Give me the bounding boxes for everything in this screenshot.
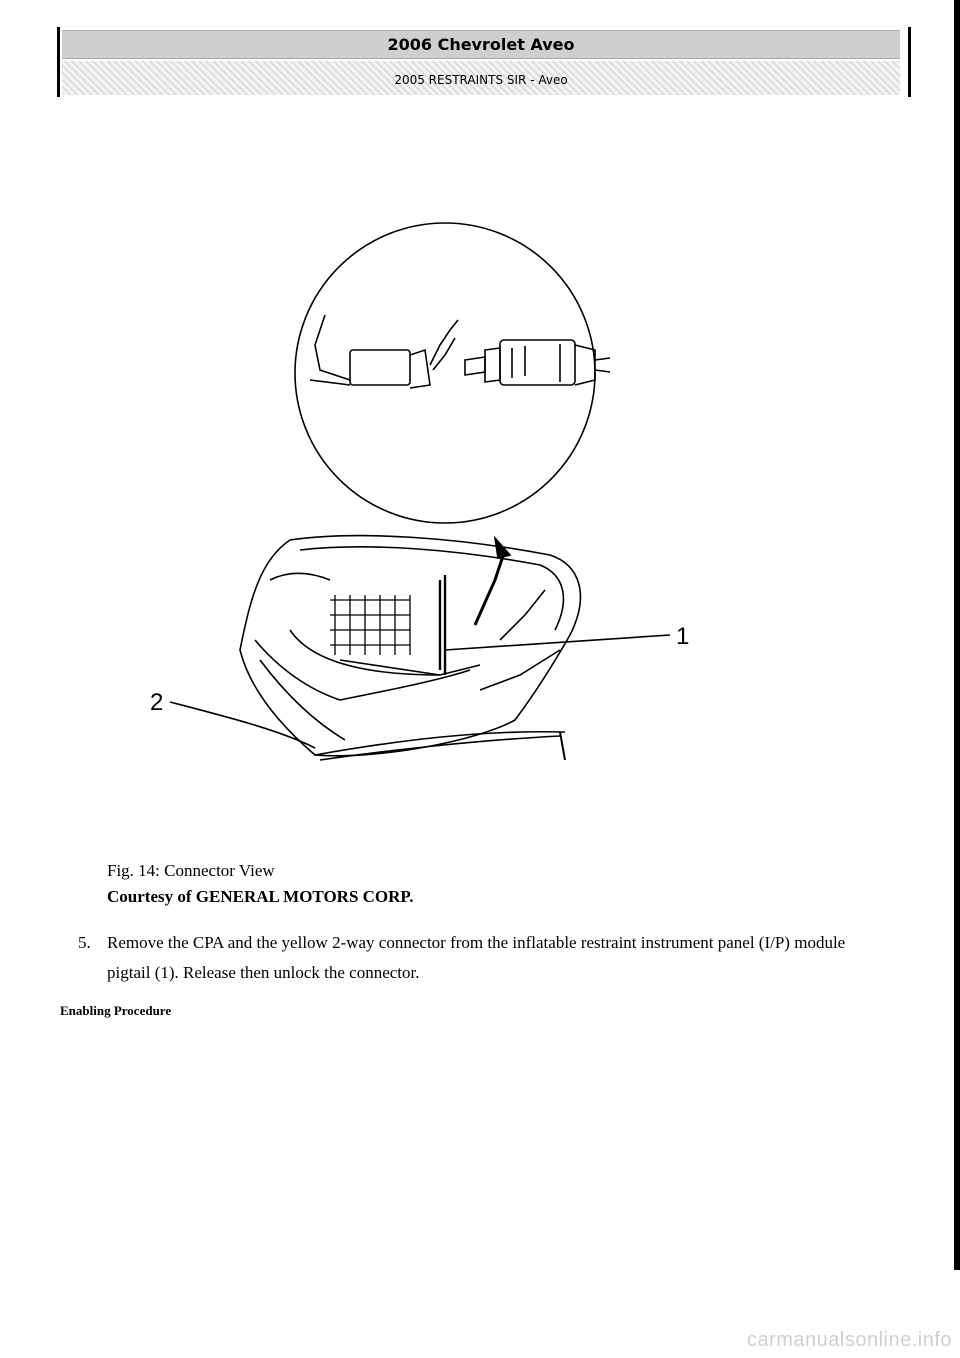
callout-1-label: 1 [676,623,690,650]
instrument-panel-outline [240,536,580,760]
left-connector [310,315,458,388]
step-text: Remove the CPA and the yellow 2-way connector from the inflatable restraint instrument panel (I/P) module pigtail (1). Release then unlock the connector. [107,933,846,982]
callout-2-label: 2 [150,689,164,716]
caption-title: Fig. 14: Connector View [107,861,275,880]
section-heading: Enabling Procedure [60,1003,172,1018]
connector-view-illustration [140,220,700,780]
figure-caption [107,858,414,910]
magnifier-circle [295,223,595,523]
page-edge-rule [954,0,960,1270]
right-connector [465,340,610,385]
document-subtitle: 2005 RESTRAINTS SIR - Aveo [62,61,900,95]
watermark-text: carmanualsonline.info [746,1329,952,1351]
caption-credit: Courtesy of GENERAL MOTORS CORP. [107,887,414,906]
callout-1-leader [445,635,670,650]
step-number: 5. [78,933,91,952]
document-title: 2006 Chevrolet Aveo [62,30,900,59]
direction-arrow [475,550,505,625]
callout-2-leader [170,702,315,748]
